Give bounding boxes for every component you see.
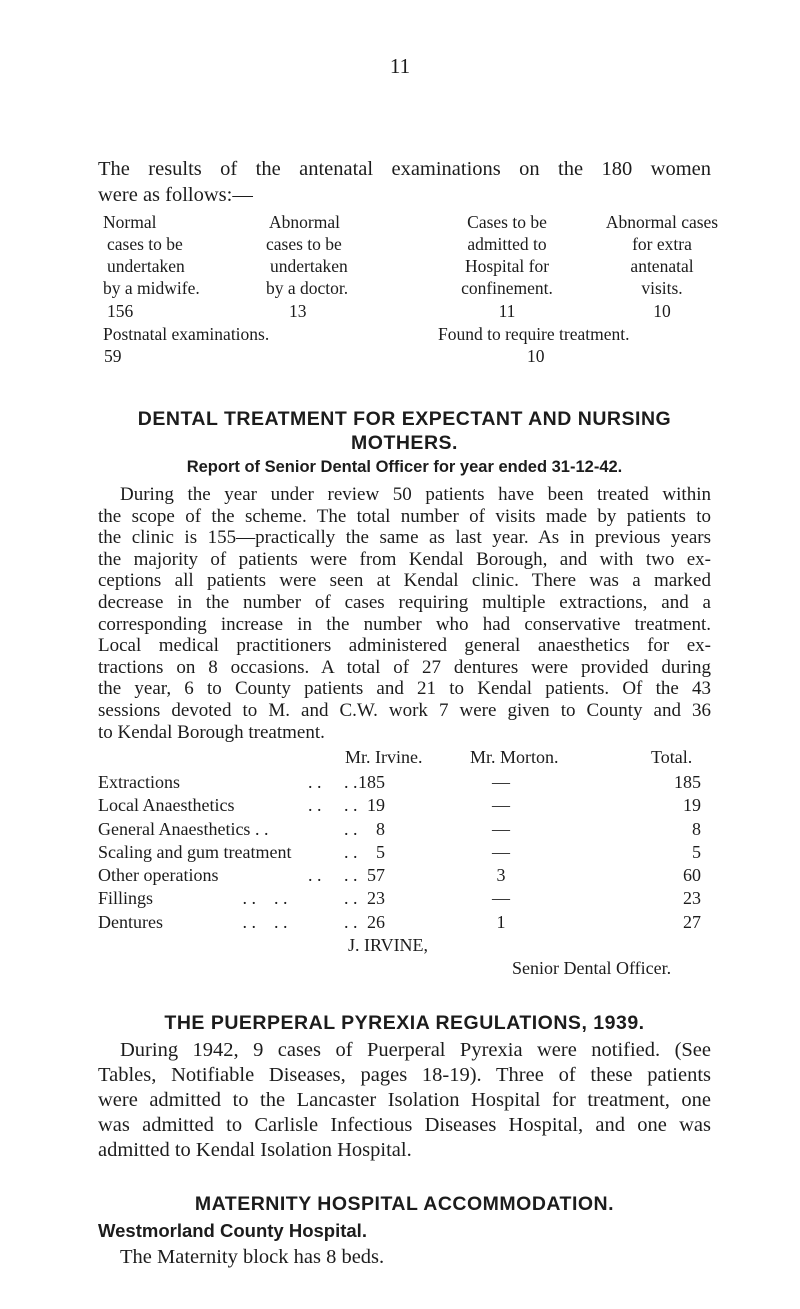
row-morton: —	[492, 795, 510, 816]
puerperal-paragraph	[98, 1038, 711, 1163]
antenatal-col-normal	[103, 211, 263, 322]
row-irvine: 185	[358, 772, 385, 792]
row-label: Local Anaesthetics	[98, 795, 235, 816]
maternity-subheading: Westmorland County Hospital.	[98, 1220, 367, 1241]
header-morton: Mr. Morton.	[470, 747, 559, 767]
col-label-line: Hospital for	[464, 256, 550, 276]
col-label-line: cases to be	[266, 234, 342, 254]
paragraph-line: the clinic is 155—practically the same as last year. As in previous years	[98, 527, 711, 549]
table-row	[98, 912, 758, 935]
col-label-line: by a midwife.	[103, 278, 200, 298]
col-label-line: undertaken	[270, 256, 348, 276]
col-label-line: Cases to be	[467, 212, 547, 232]
row-total: 27	[683, 911, 701, 932]
page-number: 11	[389, 54, 411, 78]
table-row	[98, 888, 758, 911]
signature-title: Senior Dental Officer.	[512, 958, 672, 978]
row-pre: . .	[344, 888, 358, 909]
postnatal-value: 59	[104, 346, 122, 366]
row-label: Scaling and gum treatment	[98, 841, 292, 862]
row-total: 60	[683, 865, 701, 886]
table-row	[98, 772, 758, 795]
col-label-line: confinement.	[461, 278, 553, 298]
col-value: 11	[498, 301, 516, 321]
treatment-value: 10	[527, 346, 545, 366]
dental-table-body	[98, 772, 758, 935]
paragraph-line: admitted to Kendal Isolation Hospital.	[98, 1139, 412, 1161]
row-morton: —	[492, 841, 510, 862]
col-label-line: admitted to	[467, 234, 547, 254]
header-irvine: Mr. Irvine.	[345, 747, 423, 767]
col-label-line: for extra	[632, 234, 692, 254]
row-pre: . .	[344, 795, 358, 816]
row-morton: —	[492, 818, 510, 839]
paragraph-line: was admitted to Carlisle Infectious Diseases Hospital, and one was	[98, 1114, 711, 1136]
row-leader: . .	[308, 772, 322, 792]
row-label: Extractions	[98, 772, 180, 792]
row-label: Dentures	[98, 911, 163, 932]
col-label-line: cases to be	[107, 234, 183, 254]
paragraph-line: Tables, Notifiable Diseases, pages 18-19). Three of these patients	[98, 1064, 711, 1086]
intro-line-2: were as follows:—	[98, 184, 253, 206]
paragraph-line: decrease in the number of cases requiring multiple extractions, and a	[98, 591, 711, 613]
paragraph-line: Local medical practitioners administered general anaesthetics for ex-	[98, 635, 711, 657]
intro-line-1: The results of the antenatal examinations on the 180 women	[98, 158, 711, 180]
antenatal-col-abnormal-extra	[578, 211, 746, 322]
paragraph-line: to Kendal Borough treatment.	[98, 721, 325, 743]
row-leader: . .	[308, 865, 322, 886]
paragraph-line: the scope of the scheme. The total number of visits made by patients to	[98, 505, 711, 527]
paragraph-line: the year, 6 to County patients and 21 to Kendal patients. Of the 43	[98, 678, 711, 700]
row-irvine: 26	[367, 911, 385, 932]
row-total: 5	[692, 841, 701, 862]
row-total: 19	[683, 795, 701, 816]
col-value: 10	[653, 301, 671, 321]
row-irvine: 19	[367, 795, 385, 816]
maternity-text: The Maternity block has 8 beds.	[120, 1246, 385, 1268]
treatment-label: Found to require treatment.	[438, 324, 630, 344]
row-label: General Anaesthetics . .	[98, 818, 269, 839]
col-label-line: antenatal	[630, 256, 694, 276]
col-label-line: Normal	[103, 212, 157, 232]
dental-paragraph	[98, 484, 711, 743]
signature-name: J. IRVINE,	[348, 935, 429, 955]
row-morton: —	[492, 772, 510, 792]
row-irvine: 57	[367, 865, 385, 886]
row-pre: . .	[344, 772, 358, 792]
row-morton: 3	[496, 865, 506, 886]
row-leader: . . . .	[238, 911, 288, 932]
paragraph-line: During 1942, 9 cases of Puerperal Pyrexia were notified. (See	[120, 1039, 711, 1061]
row-leader: . . . .	[238, 888, 288, 909]
paragraph-line: were admitted to the Lancaster Isolation Hospital for treatment, one	[98, 1089, 711, 1111]
paragraph-line: ceptions all patients were seen at Kendal clinic. There was a marked	[98, 570, 711, 592]
col-label-line: undertaken	[107, 256, 185, 276]
paragraph-line: the majority of patients were from Kendal Borough, and with two ex-	[98, 548, 711, 570]
col-label-line: Abnormal cases	[605, 212, 719, 232]
row-pre: . .	[344, 865, 358, 886]
table-row	[98, 842, 758, 865]
dental-heading-line-2: MOTHERS.	[351, 432, 458, 454]
paragraph-line: corresponding increase in the number who had conservative treatment.	[98, 613, 711, 635]
row-morton: —	[492, 888, 510, 909]
row-total: 185	[674, 772, 701, 792]
dental-subheading: Report of Senior Dental Officer for year ended 31-12-42.	[186, 458, 623, 476]
table-row	[98, 795, 758, 818]
row-pre: . .	[344, 911, 358, 932]
table-row	[98, 819, 758, 842]
col-value: 13	[289, 301, 307, 321]
row-irvine: 23	[367, 888, 385, 909]
paragraph-line: sessions devoted to M. and C.W. work 7 were given to County and 36	[98, 699, 711, 721]
col-label-line: visits.	[641, 278, 683, 298]
row-label: Fillings	[98, 888, 154, 909]
puerperal-heading: THE PUERPERAL PYREXIA REGULATIONS, 1939.	[164, 1012, 645, 1034]
col-label-line: by a doctor.	[266, 278, 349, 298]
col-label-line: Abnormal	[269, 212, 340, 232]
row-total: 8	[692, 818, 701, 839]
postnatal-label: Postnatal examinations.	[103, 324, 270, 344]
maternity-heading: MATERNITY HOSPITAL ACCOMMODATION.	[194, 1193, 615, 1215]
header-total: Total.	[651, 747, 693, 767]
paragraph-line: During the year under review 50 patients have been treated within	[120, 484, 711, 505]
row-irvine: 8	[376, 818, 385, 839]
col-value: 156	[107, 301, 134, 321]
row-label: Other operations	[98, 865, 219, 886]
row-morton: 1	[496, 911, 506, 932]
row-pre: . .	[344, 841, 358, 862]
row-total: 23	[683, 888, 701, 909]
paragraph-line: tractions on 8 occasions. A total of 27 dentures were provided during	[98, 656, 711, 678]
row-pre: . .	[344, 818, 358, 839]
row-irvine: 5	[376, 841, 385, 862]
antenatal-col-abnormal-doctor	[266, 211, 426, 322]
antenatal-col-hospital	[437, 211, 577, 322]
row-leader: . .	[308, 795, 322, 816]
dental-heading-line-1: DENTAL TREATMENT FOR EXPECTANT AND NURSING	[137, 408, 672, 430]
table-row	[98, 865, 758, 888]
